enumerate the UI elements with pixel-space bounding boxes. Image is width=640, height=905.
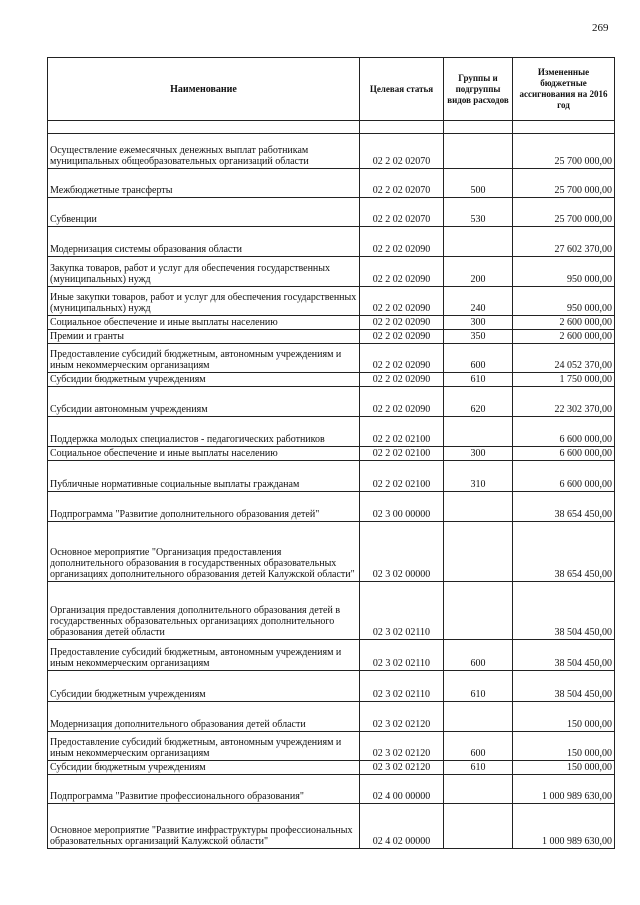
table-row (48, 387, 615, 417)
cell-code: 02 3 02 02120 (360, 761, 444, 775)
cell-group: 300 (444, 447, 513, 461)
cell-amount: 38 654 450,00 (513, 522, 615, 582)
cell-code: 02 2 02 02090 (360, 287, 444, 316)
cell-code: 02 3 02 02110 (360, 671, 444, 702)
cell-amount: 38 654 450,00 (513, 492, 615, 522)
cell-amount: 1 000 989 630,00 (513, 804, 615, 849)
cell-code: 02 2 02 02090 (360, 373, 444, 387)
table-row (48, 461, 615, 492)
cell-code: 02 2 02 02070 (360, 169, 444, 198)
table-row (48, 169, 615, 198)
cell-amount: 24 052 370,00 (513, 344, 615, 373)
cell-code: 02 3 02 02110 (360, 582, 444, 640)
cell-amount: 6 600 000,00 (513, 461, 615, 492)
cell-code: 02 2 02 02090 (360, 316, 444, 330)
table-row (48, 344, 615, 373)
header-name: Наименование (48, 58, 360, 121)
table-row (48, 198, 615, 227)
cell-code: 02 3 02 02120 (360, 702, 444, 732)
cell-code: 02 4 00 00000 (360, 775, 444, 804)
cell-amount: 22 302 370,00 (513, 387, 615, 417)
cell-name: Субсидии бюджетным учреждениям (48, 373, 360, 387)
cell-group: 620 (444, 387, 513, 417)
cell-name: Модернизация системы образования области (48, 227, 360, 257)
cell-amount: 25 700 000,00 (513, 134, 615, 169)
cell-amount: 2 600 000,00 (513, 330, 615, 344)
cell-name: Публичные нормативные социальные выплаты гражданам (48, 461, 360, 492)
cell-amount: 25 700 000,00 (513, 169, 615, 198)
table-row (48, 582, 615, 640)
cell-group: 200 (444, 257, 513, 287)
cell-group: 610 (444, 671, 513, 702)
cell-name: Подпрограмма "Развитие профессионального образования" (48, 775, 360, 804)
cell-name: Предоставление субсидий бюджетным, автономным учреждениям и иным некоммерческим организациям (48, 640, 360, 671)
cell-group (444, 522, 513, 582)
table-row (48, 417, 615, 447)
cell-name: Иные закупки товаров, работ и услуг для обеспечения государственных (муниципальных) нужд (48, 287, 360, 316)
cell-group: 240 (444, 287, 513, 316)
cell-amount: 950 000,00 (513, 257, 615, 287)
cell-name: Субсидии автономным учреждениям (48, 387, 360, 417)
table-row (48, 640, 615, 671)
cell-amount: 2 600 000,00 (513, 316, 615, 330)
cell-code: 02 2 02 02100 (360, 461, 444, 492)
cell-name: Субсидии бюджетным учреждениям (48, 761, 360, 775)
table-row (48, 492, 615, 522)
cell-code: 02 3 02 02120 (360, 732, 444, 761)
table-row (48, 227, 615, 257)
cell-name: Социальное обеспечение и иные выплаты населению (48, 447, 360, 461)
cell-group (444, 804, 513, 849)
table-row (48, 775, 615, 804)
table-row (48, 702, 615, 732)
table-row (48, 134, 615, 169)
table-row (48, 287, 615, 316)
cell-amount: 950 000,00 (513, 287, 615, 316)
cell-name: Субвенции (48, 198, 360, 227)
cell-group: 610 (444, 761, 513, 775)
page-number: 269 (592, 22, 609, 34)
table-row (48, 447, 615, 461)
cell-name: Модернизация дополнительного образования детей области (48, 702, 360, 732)
cell-name: Подпрограмма "Развитие дополнительного образования детей" (48, 492, 360, 522)
cell-name: Основное мероприятие "Организация предоставления дополнительного образования в государственных образовательных организациях дополнительного образования детей Калужской области" (48, 522, 360, 582)
cell-code: 02 3 02 02110 (360, 640, 444, 671)
cell-code: 02 2 02 02090 (360, 344, 444, 373)
cell-amount: 25 700 000,00 (513, 198, 615, 227)
cell-group (444, 492, 513, 522)
cell-name: Предоставление субсидий бюджетным, автономным учреждениям и иным некоммерческим организациям (48, 732, 360, 761)
header-amount: Измененные бюджетные ассигнования на 2016 год (513, 58, 615, 121)
spacer-row (48, 121, 615, 134)
cell-name: Поддержка молодых специалистов - педагогических работников (48, 417, 360, 447)
table-row (48, 732, 615, 761)
header-code: Целевая статья (360, 58, 444, 121)
cell-name: Субсидии бюджетным учреждениям (48, 671, 360, 702)
cell-amount: 38 504 450,00 (513, 640, 615, 671)
cell-group (444, 227, 513, 257)
cell-code: 02 3 02 00000 (360, 522, 444, 582)
cell-group: 610 (444, 373, 513, 387)
cell-name: Закупка товаров, работ и услуг для обеспечения государственных (муниципальных) нужд (48, 257, 360, 287)
cell-amount: 150 000,00 (513, 732, 615, 761)
cell-amount: 27 602 370,00 (513, 227, 615, 257)
table-row (48, 257, 615, 287)
cell-amount: 1 750 000,00 (513, 373, 615, 387)
cell-group (444, 417, 513, 447)
cell-group: 600 (444, 344, 513, 373)
cell-group: 310 (444, 461, 513, 492)
cell-amount: 1 000 989 630,00 (513, 775, 615, 804)
cell-name: Осуществление ежемесячных денежных выплат работникам муниципальных общеобразовательных организаций области (48, 134, 360, 169)
table-row (48, 330, 615, 344)
cell-code: 02 2 02 02090 (360, 330, 444, 344)
table-row (48, 522, 615, 582)
cell-code: 02 2 02 02100 (360, 417, 444, 447)
cell-code: 02 3 00 00000 (360, 492, 444, 522)
cell-name: Организация предоставления дополнительного образования детей в государственных образовательных организациях дополнительного образования детей области (48, 582, 360, 640)
cell-name: Межбюджетные трансферты (48, 169, 360, 198)
cell-group (444, 582, 513, 640)
cell-group: 500 (444, 169, 513, 198)
cell-code: 02 2 02 02070 (360, 134, 444, 169)
table-row (48, 804, 615, 849)
cell-group: 350 (444, 330, 513, 344)
cell-group: 600 (444, 732, 513, 761)
table-header-row (48, 58, 615, 121)
cell-code: 02 2 02 02070 (360, 198, 444, 227)
header-group: Группы и подгруппы видов расходов (444, 58, 513, 121)
cell-code: 02 2 02 02090 (360, 387, 444, 417)
cell-code: 02 4 02 00000 (360, 804, 444, 849)
cell-group (444, 134, 513, 169)
cell-amount: 6 600 000,00 (513, 417, 615, 447)
cell-group: 530 (444, 198, 513, 227)
cell-name: Предоставление субсидий бюджетным, автономным учреждениям и иным некоммерческим организациям (48, 344, 360, 373)
cell-name: Премии и гранты (48, 330, 360, 344)
cell-amount: 38 504 450,00 (513, 671, 615, 702)
budget-table (47, 57, 615, 849)
cell-group (444, 702, 513, 732)
cell-code: 02 2 02 02090 (360, 257, 444, 287)
cell-group: 600 (444, 640, 513, 671)
cell-amount: 38 504 450,00 (513, 582, 615, 640)
table-row (48, 761, 615, 775)
cell-name: Социальное обеспечение и иные выплаты населению (48, 316, 360, 330)
cell-code: 02 2 02 02100 (360, 447, 444, 461)
table-row (48, 316, 615, 330)
cell-name: Основное мероприятие "Развитие инфраструктуры профессиональных образовательных организаций Калужской области" (48, 804, 360, 849)
table-row (48, 373, 615, 387)
cell-group (444, 775, 513, 804)
table-row (48, 671, 615, 702)
cell-amount: 150 000,00 (513, 702, 615, 732)
cell-group: 300 (444, 316, 513, 330)
cell-code: 02 2 02 02090 (360, 227, 444, 257)
cell-amount: 150 000,00 (513, 761, 615, 775)
cell-amount: 6 600 000,00 (513, 447, 615, 461)
